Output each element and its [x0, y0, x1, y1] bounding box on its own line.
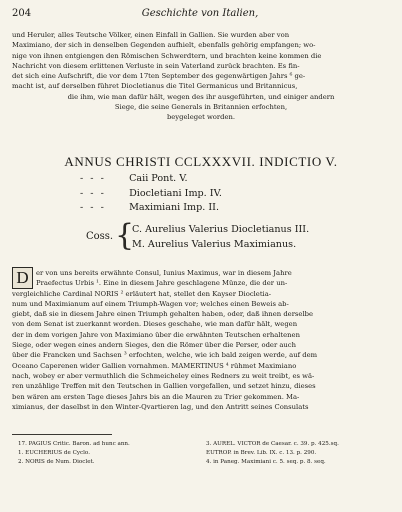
text-line: Nachricht von diesem erlittenen Verluste in sein Vaterland zurück brachten. Es fin-: [12, 61, 300, 70]
coss-label: Coss.: [86, 231, 114, 242]
text-line: und Heruler, alles Teutsche Völker, einen Einfall in Gallien. Sie wurden aber von: [12, 31, 290, 39]
text-line: von dem Senat ist zuerkannt worden. Dieses geschahe, wie man dafür hält, wegen: [12, 320, 298, 329]
text-line: ren unzählige Treffen mit den Teutschen in Gallien vorgefallen, und setzet hinzu, dieses: [12, 382, 316, 391]
text-line: die ihm, wie man dafür hält, wegen des ihr ausgeführten, und einiger andern: [67, 92, 335, 101]
curly-brace: {: [115, 218, 135, 253]
fasti-entry: Caii Pont. V.: [129, 173, 188, 184]
fasti-row: [80, 187, 380, 202]
text-line: er von uns bereits erwähnte Consul, Iunius Maximus, war in diesem Jahre: [36, 269, 292, 277]
fasti-entry: Maximiani Imp. II.: [129, 202, 220, 213]
footnote: 1. EUCHERIUS de Cyclo.: [18, 450, 90, 456]
footnote-rule: [12, 434, 112, 435]
text-line: der in dem vorigen Jahre von Maximiano über die erwähnten Teutschen erhaltenen: [12, 330, 300, 339]
text-line: Oceano Caperenen wider Gallien vornahmen. MAMERTINUS ⁴ rühmet Maximiano: [12, 361, 297, 370]
drop-cap: D: [12, 267, 33, 289]
text-line: Siege, die seine Generals in Britannien erfochten,: [114, 103, 288, 112]
text-line: beygeleget worden.: [166, 113, 236, 122]
text-line: vergleichliche Cardinal NORIS ² erläutert hat, stellet den Kayser Diocletia-: [12, 289, 272, 298]
text-line: Maximiano, der sich in denselben Gegenden aufhielt, ebenfalls gehörig empfangen; wo-: [12, 41, 316, 50]
fasti-row: [80, 172, 380, 187]
text-line: nach, wobey er aber vermuthlich die Schmeicheley eines Redners zu weit treibt, es wä-: [12, 371, 315, 380]
fasti-entry: Diocletiani Imp. IV.: [129, 187, 222, 199]
text-line: macht ist, auf derselben führet Diocletianus die Titel Germanicus und Britannicus,: [12, 82, 298, 91]
page-number: 204: [12, 8, 32, 19]
page-header: [12, 6, 388, 22]
consul-names: [132, 222, 309, 252]
running-title: Geschichte von Italien,: [141, 8, 259, 19]
footnotes-right-column: [206, 440, 386, 467]
footnote: EUTROP. in Brev. Lib. IX. c. 13. p. 290.: [206, 450, 317, 456]
footnote: 4. in Paneg. Maximiani c. 5. seq. p. 8. seq.: [206, 459, 326, 465]
footnote: 17. PAGIUS Critic. Baron. ad hunc ann.: [18, 441, 130, 447]
text-line: giebt, daß sie in diesem Jahre einen Triumph gehalten haben, oder, daß ihnen derselbe: [12, 310, 313, 319]
body-paragraph: [12, 268, 390, 412]
consul-2: M. Aurelius Valerius Maximianus.: [132, 239, 297, 250]
text-line: Praefectus Urbis ¹. Eine in diesem Jahre geschlagene Münze, die der un-: [36, 279, 288, 288]
text-line: nige von ihnen entgiengen den Römischen Schwerdtern, und brachten keine kommen die: [12, 51, 322, 60]
footnote: 2. NORIS de Num. Dioclet.: [18, 459, 95, 465]
fasti-dash: - - -: [80, 173, 106, 184]
consul-1: C. Aurelius Valerius Diocletianus III.: [132, 224, 310, 235]
section-heading: ANNUS CHRISTI CCLXXXVII. INDICTIO V.: [64, 154, 338, 169]
text-line: ben wären am ersten Tage dieses Jahrs bis an die Mauren zu Trier gekommen. Ma-: [12, 392, 300, 401]
text-line: Siege, oder wegen eines andern Sieges, den die Römer über die Perser, oder auch: [12, 341, 296, 350]
intro-paragraph: [12, 30, 390, 123]
consuls-block: [86, 218, 386, 254]
text-line: det sich eine Aufschrift, die vor dem 17ten September des gegenwärtigen Jahrs ⁶ ge-: [12, 72, 306, 81]
footnote: 3. AUREL. VICTOR de Caesar. c. 39. p. 425.sq.: [206, 441, 339, 447]
text-line: ximianus, der daselbst in den Winter-Qvartieren lag, und den Antritt seines Consulats: [12, 402, 309, 411]
fasti-dash: - - -: [80, 187, 106, 199]
footnotes-left-column: [18, 440, 198, 467]
fasti-row: [80, 201, 380, 216]
text-line: über die Francken und Sachsen ³ erfochten, welche, wie ich bald zeigen werde, auf dem: [12, 351, 318, 360]
text-line: num und Maximianum auf einem Triumph-Wagen vor; welches einen Beweis ab-: [12, 299, 289, 308]
fasti-dash: - - -: [80, 202, 106, 213]
fasti-list: [80, 172, 380, 216]
